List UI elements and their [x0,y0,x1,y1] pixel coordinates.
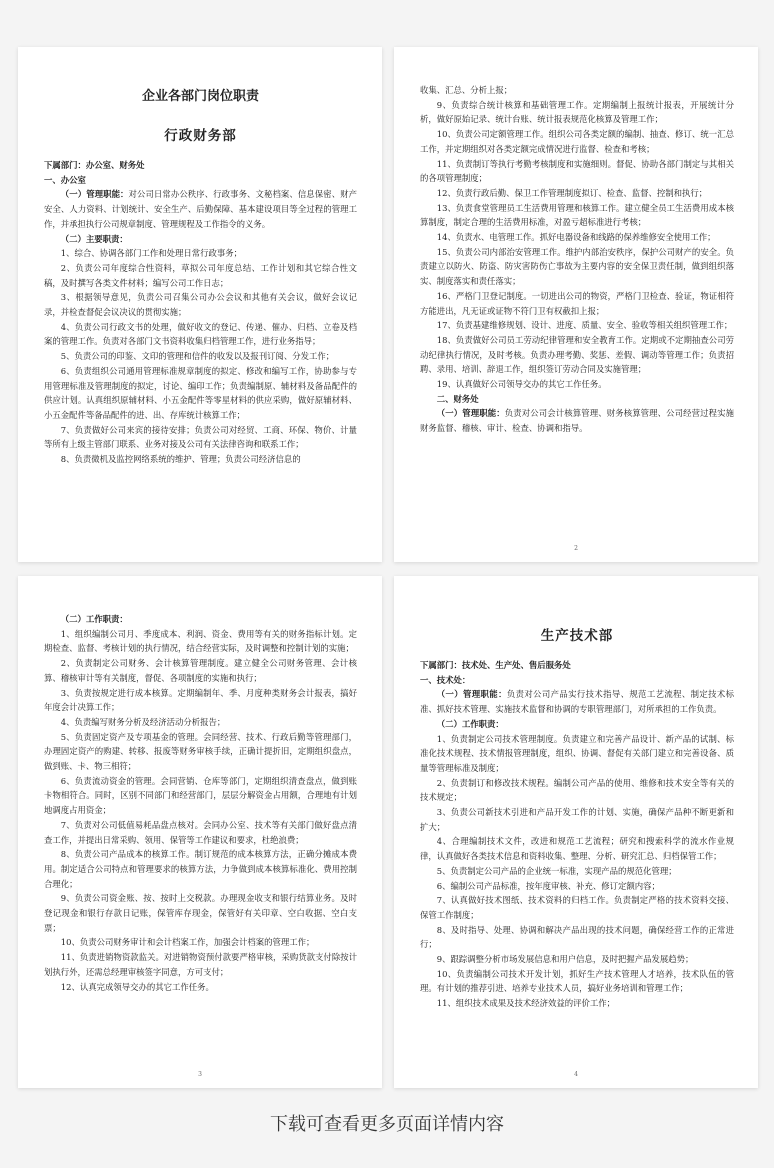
management-function-label: （一）管理职能： [60,189,129,200]
duty-item: 2、负责制订和修改技术规程。编制公司产品的使用、维修和技术安全等有关的技术规定； [420,777,734,803]
duty-item: 8、及时指导、处理、协调和解决产品出现的技术问题，确保经营工作的正常进行； [420,924,734,950]
duty-item: 7、认真做好技术图纸、技术资料的归档工作。负责制定严格的技术资料交接、保管工作制度； [420,895,734,920]
duty-item: 4、负责公司行政文书的处理，做好收文的登记、传递、催办、归档、立卷及档案的管理工作。负责对各部门文书资料收集归档管理工作，进行业务指导； [44,321,357,347]
document-page-2 [394,47,758,562]
management-function-text: 负责对公司产品实行技术指导、规范工艺流程、制定技术标准、抓好技术管理、实施技术监督和协调的专职管理部门，对所承担的工作负责。 [420,689,735,715]
section-heading: 二、财务处 [436,393,479,404]
download-more-pages-text[interactable]: 下载可查看更多页面详情内容 [270,1114,504,1135]
duty-item: 19、认真做好公司领导交办的其它工作任务。 [436,379,607,390]
department-title: 行政财务部 [164,128,237,144]
duty-item: 5、负责固定资产及专项基金的管理。会同经营、技术、行政后勤等管理部门，办理固定资产的购建、转移、报废等财务审核手续，正确计提折旧，定期组织盘点，做到账、卡、物三相符； [44,731,357,772]
duty-item: 10、负责公司财务审计和会计档案工作，加强会计档案的管理工作； [60,937,315,948]
duty-item: 7、负责对公司低值易耗品盘点核对。会同办公室、技术等有关部门做好盘点清查工作，并提出日常采购、领用、保管等工作建议和要求，杜绝浪费； [44,819,357,845]
document-page-4 [394,576,758,1088]
duty-item: 6、编制公司产品标准，按年度审核、补充、修订定额内容； [436,880,660,891]
department-title: 生产技术部 [540,628,614,644]
management-function-label: （一）管理职能： [436,408,505,419]
document-title: 企业各部门岗位职责 [141,89,259,104]
duty-item: 3、负责按规定进行成本核算。定期编制年、季、月度种类财务会计报表，搞好年度会计决算工作； [44,687,357,713]
duty-item: 9、跟踪调整分析市场发展信息和用户信息，及时把握产品发展趋势； [436,954,694,965]
management-function-text: 负责对公司会计核算管理、财务核算管理、公司经营过程实施财务监督、稽核、审计、检查、协调和指导。 [420,408,735,434]
duty-item: 1、综合、协调各部门工作和处理日常行政事务； [60,248,242,259]
document-page-1 [18,47,382,562]
duty-item: 1、组织编制公司月、季度成本、利润、资金、费用等有关的财务指标计划。定期检查、监督、考核计划的执行情况，结合经营实际，及时调整和控制计划的实施； [44,628,357,654]
duty-item: 16、严格门卫登记制度。一切进出公司的物资，严格门卫检查、验证，物证相符方能进出，凡无证或证物不符门卫有权截扣上报； [420,290,734,316]
duties-heading: （二）主要职责： [60,233,128,244]
section-heading: 一、办公室 [44,174,86,185]
duty-item: 9、负责公司资金账、按、按时上交税款。办理现金收支和银行结算业务。及时登记现金和银行存款日记账，保管库存现金，保管好有关印章、空白收据、空白支票； [44,893,357,933]
document-page-3 [18,576,382,1088]
duty-item: 6、负责组织公司通用管理标准规章制度的拟定、修改和编写工作，协助参与专用管理标准及管理制度的拟定，讨论、编印工作；负责编制原、辅材料及备品配件的供应计划。认真组织原辅材料、小五金配件等零星材料的供应采购，做好原辅材料、小五金配件等备品配件的进、出、存库统计核算工作； [44,365,357,420]
duty-item: 13、负责食堂管理员工生活费用管理和核算工作。建立健全员工生活费用成本核算制度，制定合理的生活费用标准，对盈亏超标准进行考核； [420,202,734,228]
duty-item: 15、负责公司内部治安管理工作。维护内部治安秩序，保护公司财产的安全。负责建立以防火、防盗、防灾害防伤亡事故为主要内容的安全保卫责任制，做到组织落实、制度落实和责任落实； [420,246,734,287]
duty-item: 18、负责做好公司员工劳动纪律管理和安全教育工作。定期或不定期抽查公司劳动纪律执行情况，及时考核。负责办理考勤、奖惩、差假、调动等管理工作；负责招聘、录用、培训、辞退工作，组织签订劳动合同及实施管理； [420,334,734,375]
duty-item: 5、负责制定公司产品的企业统一标准，实现产品的规范化管理； [436,865,677,876]
management-function-paragraph [420,687,734,716]
duty-item: 8、负责公司产品成本的核算工作。制订规范的成本核算方法，正确分摊成本费用。制定适合公司特点和管理要求的核算方法，力争做到成本核算标准化、费用控制合理化； [44,849,357,889]
duty-item: 14、负责水、电管理工作。抓好电器设备和线路的保养维修安全使用工作； [436,232,716,243]
duty-item: 4、负责编写财务分析及经济活动分析报告； [60,716,226,727]
duty-item: 9、负责综合统计核算和基础管理工作。定期编制上报统计报表，开展统计分析，做好原始记录、统计台账、统计报表规范化核算及管理工作； [420,99,734,125]
page-number: 3 [198,1071,202,1078]
duty-item: 10、负责编制公司技术开发计划，抓好生产技术管理人才培养，技术队伍的管理。有计划的推荐引进、培养专业技术人员，搞好业务培训和管理工作； [420,968,734,994]
duty-item: 2、负责公司年度综合性资料，草拟公司年度总结、工作计划和其它综合性文稿，及时撰写各类文件材料；编写公司工作日志； [44,262,357,288]
management-function-paragraph [420,406,734,435]
duty-item: 4、合理编制技术文件，改进和规范工艺流程；研究和搜索科学的流水作业规律，认真做好各类技术信息和资料收集、整理、分析、研究汇总、归档保管工作； [420,836,734,862]
duty-item-continuation: 收集、汇总、分析上报； [420,85,513,95]
duty-item: 5、负责公司的印鉴、文印的管理和信件的收发以及报刊订阅、分发工作； [60,351,335,362]
duty-item: 3、负责公司新技术引进和产品开发工作的计划、实施，确保产品种不断更新和扩大； [420,807,734,832]
duties-heading: （二）工作职责： [436,718,504,729]
duty-item: 11、负责进销物资款监关。对进销物资预付款要严格审核，采购货款支付除按计划执行外，还需总经理审核签字同意，方可支付； [44,952,357,977]
sub-department-line: 下属部门：技术处、生产处、售后服务处 [420,660,571,670]
duty-item: 2、负责制定公司财务、会计核算管理制度。建立健全公司财务管理、会计核算、稽核审计等有关制度，督促、各项制度的实施和执行； [44,658,357,683]
duty-item: 11、组织技术成果及技术经济效益的评价工作； [436,998,615,1009]
duty-item: 1、负责制定公司技术管理制度。负责建立和完善产品设计、新产品的试制、标准化技术规程、技术情报管理制度，组织、协调、督促有关部门建立和完善设备、质量等管理标准及制度； [420,733,734,773]
duty-item: 6、负责流动资金的管理。会同营销、仓库等部门，定期组织清查盘点，做到账卡物相符合。同时，区别不同部门和经营部门，层层分解资金占用额，合理地有计划地调度占用资金； [44,775,357,816]
duty-item: 12、认真完成领导交办的其它工作任务。 [60,981,214,992]
duty-item: 11、负责制订等执行考勤考核制度和实施细则。督促、协助各部门制定与其相关的各项管理制度； [420,158,734,184]
management-function-text: 对公司日常办公秩序、行政事务、文秘档案、信息保密、财产安全、人力资料、计划统计、安全生产、后勤保障、基本建设项目等全过程的管理工作，并承担执行公司规章制度、管理规程及工作指令的义务。 [44,189,358,229]
page-number: 2 [574,545,578,552]
duty-item: 8、负责微机及监控网络系统的维护、管理；负责公司经济信息的 [60,454,301,465]
section-heading: 一、技术处： [420,674,471,685]
page-number: 4 [574,1071,578,1078]
duties-heading: （二）工作职责： [60,614,128,624]
duty-item: 17、负责基建维修规划、设计、进度、质量、安全、验收等相关组织管理工作； [436,320,733,331]
duty-item: 3、根据领导意见，负责公司召集公司办公会议和其他有关会议，做好会议记录，并检查督促会议决议的贯彻实施； [44,292,357,318]
duty-item: 10、负责公司定额管理工作。组织公司各类定额的编制、抽查、修订、统一汇总工作，并定期组织对各类定额完成情况进行监督、检查和考核； [420,129,734,154]
sub-department-line: 下属部门：办公室、财务处 [44,160,145,170]
management-function-label: （一）管理职能： [436,689,507,700]
duty-item: 7、负责做好公司来宾的接待安排；负责公司对经贸、工商、环保、物价、计量等所有上级主管部门联系、业务对接及公司有关法律咨询和联系工作； [44,424,357,450]
duty-item: 12、负责行政后勤、保卫工作管理制度拟订、检查、监督、控制和执行； [436,187,708,198]
management-function-paragraph [44,187,357,231]
